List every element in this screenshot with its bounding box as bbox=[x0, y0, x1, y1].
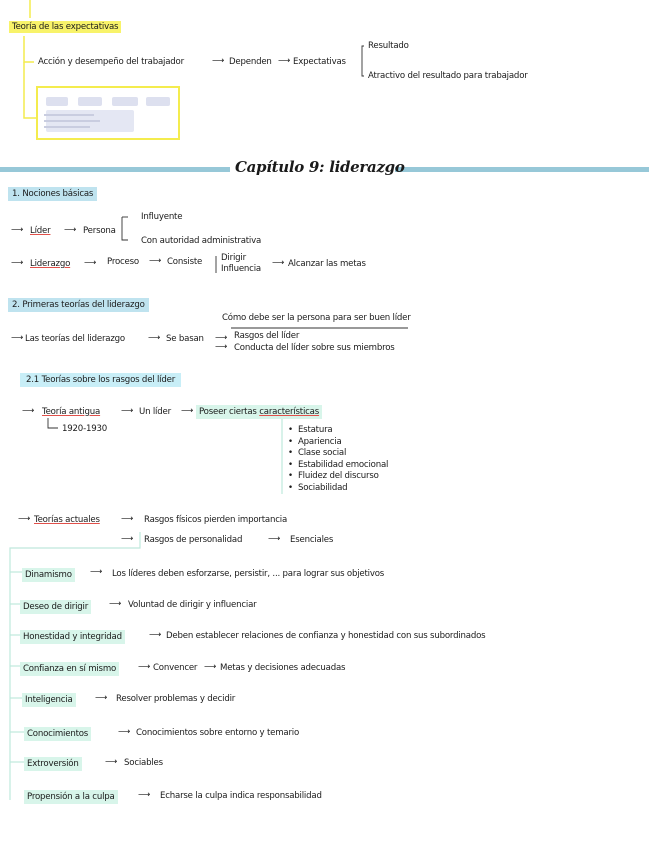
node-expectativas: Expectativas bbox=[293, 57, 346, 67]
trait-extroversion: Extroversión bbox=[24, 757, 82, 771]
arrow: ⟶ bbox=[272, 258, 285, 268]
term-teoria-antigua: Teoría antigua bbox=[42, 407, 101, 417]
arrow: ⟶ bbox=[138, 790, 151, 800]
node-rasgos: Rasgos del líder bbox=[234, 331, 300, 341]
arrow: ⟶ bbox=[149, 630, 162, 640]
term-lider: Líder bbox=[30, 226, 51, 236]
arrow: ⟶ bbox=[215, 333, 228, 343]
node-esenciales: Esenciales bbox=[290, 535, 334, 545]
arrow: ⟶ bbox=[64, 225, 77, 235]
list-item: • Apariencia bbox=[288, 436, 342, 447]
trait-desc: Los líderes deben esforzarse, persistir, ... para lograr sus objetivos bbox=[112, 569, 385, 579]
arrow: ⟶ bbox=[11, 225, 24, 235]
trait-desc: Deben establecer relaciones de confianza y honestidad con sus subordinados bbox=[166, 631, 486, 641]
node-basan: Se basan bbox=[166, 334, 204, 344]
arrow: ⟶ bbox=[121, 406, 134, 416]
arrow: ⟶ bbox=[181, 406, 194, 416]
arrow: ⟶ bbox=[109, 599, 122, 609]
list-item: • Fluidez del discurso bbox=[288, 471, 379, 481]
node-atractivo: Atractivo del resultado para trabajador bbox=[368, 71, 528, 81]
arrow: ⟶ bbox=[121, 534, 134, 544]
arrow: ⟶ bbox=[11, 333, 24, 343]
section-title-expectativas: Teoría de las expectativas bbox=[9, 21, 121, 33]
node-persona: Persona bbox=[83, 226, 116, 236]
section-2-heading: 2. Primeras teorías del liderazgo bbox=[8, 298, 149, 312]
node-teorias: Las teorías del liderazgo bbox=[25, 334, 125, 344]
node-unlider: Un líder bbox=[139, 407, 171, 417]
trait-conocimientos: Conocimientos bbox=[24, 727, 91, 741]
arrow: ⟶ bbox=[11, 258, 24, 268]
arrow: ⟶ bbox=[95, 693, 108, 703]
list-item: • Clase social bbox=[288, 448, 347, 458]
trait-confianza: Confianza en sí mismo bbox=[20, 662, 119, 676]
node-autoridad: Con autoridad administrativa bbox=[141, 236, 262, 246]
list-item: • Estabilidad emocional bbox=[288, 459, 389, 470]
chapter-title: Capítulo 9: liderazgo bbox=[235, 158, 405, 176]
arrow: ⟶ bbox=[118, 727, 131, 737]
list-item: • Estatura bbox=[288, 425, 333, 435]
trait-desc: Voluntad de dirigir y influenciar bbox=[128, 600, 257, 610]
node-dependen: Dependen bbox=[229, 57, 272, 67]
arrow: ⟶ bbox=[105, 757, 118, 767]
arrow: ⟶ bbox=[268, 534, 281, 544]
trait-honestidad: Honestidad y integridad bbox=[20, 630, 125, 644]
arrow: ⟶ bbox=[149, 256, 162, 266]
arrow: ⟶ bbox=[215, 342, 228, 352]
diagram-thumbnail bbox=[36, 86, 180, 140]
trait-desc: Conocimientos sobre entorno y temario bbox=[136, 728, 300, 738]
node-proceso: Proceso bbox=[107, 257, 139, 267]
arrow: ⟶ bbox=[121, 514, 134, 524]
arrow: ⟶ bbox=[22, 406, 35, 416]
arrow: ⟶ bbox=[212, 56, 225, 66]
trait-inteligencia: Inteligencia bbox=[22, 693, 76, 707]
node-como: Cómo debe ser la persona para ser buen líder bbox=[222, 313, 411, 323]
trait-desc: Echarse la culpa indica responsabilidad bbox=[160, 791, 322, 801]
trait-dinamismo: Dinamismo bbox=[22, 568, 75, 582]
term-liderazgo: Liderazgo bbox=[30, 259, 71, 269]
arrow: ⟶ bbox=[18, 514, 31, 524]
trait-deseo: Deseo de dirigir bbox=[20, 600, 91, 614]
node-years: 1920-1930 bbox=[62, 424, 108, 434]
list-item: • Sociabilidad bbox=[288, 482, 348, 493]
node-consiste: Consiste bbox=[167, 257, 203, 267]
node-personalidad: Rasgos de personalidad bbox=[144, 535, 243, 545]
arrow: ⟶ bbox=[138, 662, 151, 672]
node-conducta: Conducta del líder sobre sus miembros bbox=[234, 343, 395, 353]
trait-propension: Propensión a la culpa bbox=[24, 790, 118, 804]
node-fisicos: Rasgos físicos pierden importancia bbox=[144, 515, 288, 525]
trait-desc: Convencer bbox=[153, 663, 198, 673]
node-accion: Acción y desempeño del trabajador bbox=[38, 57, 184, 67]
arrow: ⟶ bbox=[278, 56, 291, 66]
node-influyente: Influyente bbox=[141, 212, 183, 222]
arrow: ⟶ bbox=[204, 662, 217, 672]
node-dirigir: Dirigir bbox=[221, 253, 246, 263]
node-influencia: Influencia bbox=[221, 264, 261, 274]
term-teorias-actuales: Teorías actuales bbox=[34, 515, 100, 525]
chapter-divider-left bbox=[0, 167, 230, 172]
arrow: ⟶ bbox=[90, 567, 103, 577]
node-resultado: Resultado bbox=[368, 41, 409, 51]
arrow: ⟶ bbox=[84, 258, 97, 268]
section-1-heading: 1. Nociones básicas bbox=[8, 187, 97, 201]
trait-desc: Sociables bbox=[124, 758, 163, 768]
arrow: ⟶ bbox=[148, 333, 161, 343]
chapter-divider-right bbox=[395, 167, 649, 172]
trait-desc: Resolver problemas y decidir bbox=[116, 694, 236, 704]
node-poseer: Poseer ciertas características bbox=[196, 405, 322, 419]
characteristics-list bbox=[288, 425, 388, 494]
trait-desc-2: Metas y decisiones adecuadas bbox=[220, 663, 346, 673]
section-2-1-heading: 2.1 Teorías sobre los rasgos del líder bbox=[20, 373, 181, 387]
node-alcanzar: Alcanzar las metas bbox=[288, 259, 366, 269]
